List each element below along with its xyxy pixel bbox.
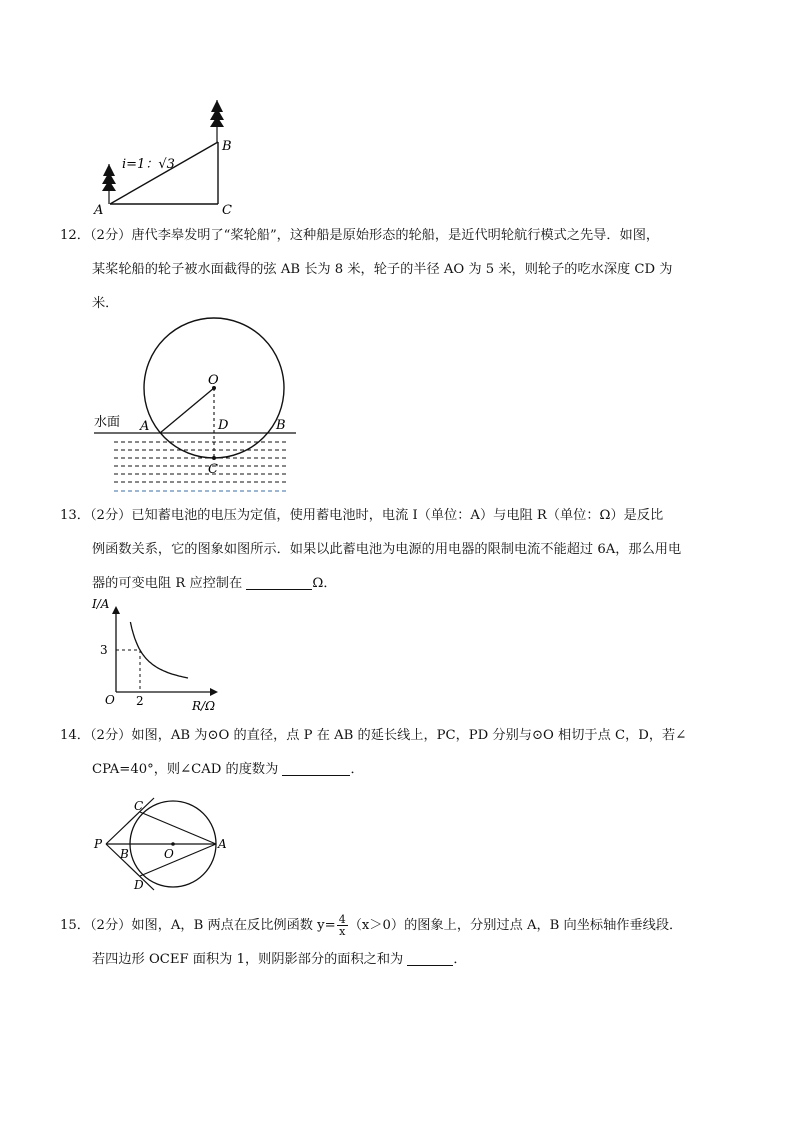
point-a-label: A [140,419,150,434]
question-13-number: 13． [60,508,90,523]
question-13-text-3: 器的可变电阻 R 应控制在 [92,576,247,591]
question-14-end: ． [350,762,364,777]
tree-icon-a [102,164,116,204]
y-axis-label: I/A [92,597,110,611]
origin-label: O [105,693,115,707]
point-b-label: B [120,847,129,861]
question-13-unit: Ω． [312,576,337,591]
point-p-label: P [94,837,103,851]
inverse-curve [130,622,188,678]
point-d-label: D [218,418,229,433]
answer-blank-15[interactable] [407,949,453,966]
center-o-label: O [208,373,219,388]
y-tick-label: 3 [100,643,108,657]
question-15-text-2: 若四边形 OCEF 面积为 1，则阴影部分的面积之和为 [92,952,408,967]
y-axis-arrow [112,606,120,614]
answer-blank-13[interactable] [246,573,312,590]
point-c-label: C [208,462,218,477]
slope-diagram [90,96,250,216]
question-15-end: ． [453,952,467,967]
current-resistance-chart [92,592,252,722]
question-12-text-1: 唐代李皋发明了“桨轮船”，这种船是原始形态的轮船，是近代明轮航行模式之先导．如图， [131,228,660,243]
question-15-line-1 [60,909,740,943]
water-label: 水面 [94,415,121,430]
question-14-text-2: CPA=40°，则∠CAD 的度数为 [92,762,283,777]
question-12-line-1 [60,219,740,253]
point-d-label: D [134,878,144,892]
point-c-label: C [134,799,144,813]
tangent-figure [90,796,250,900]
question-15-number: 15． [60,918,90,933]
x-axis-label: R/Ω [192,699,216,713]
fraction-denominator: x [339,925,346,938]
tangent-diagram [90,796,250,900]
question-12-number: 12． [60,228,90,243]
question-13-line-1 [60,499,740,533]
x-tick-label: 2 [136,694,144,708]
question-14-text-1: 如图，AB 为⊙O 的直径，点 P 在 AB 的延长线上，PC，PD 分别与⊙O 相切于点 C，D，若∠ [131,728,687,743]
point-c-label: C [222,203,232,218]
question-14-line-2 [60,753,740,787]
question-15-line-2 [60,943,740,977]
point-b-label: B [222,139,232,154]
function-fraction [337,914,348,937]
point-a-label: A [94,203,104,218]
question-12-score: （2分） [89,228,132,243]
point-a-label: A [218,837,227,851]
question-14 [60,719,740,787]
fraction-numerator: 4 [338,913,346,926]
question-15-score: （2分） [89,918,132,933]
wheel-figure [90,318,310,498]
question-12-text-2: 某桨轮船的轮子被水面截得的弦 AB 长为 8 米，轮子的半径 AO 为 5 米，则轮子的吃水深度 CD 为 [92,262,673,277]
tree-icon-b [210,100,224,142]
x-axis-arrow [210,688,218,696]
question-12 [60,219,740,321]
question-13-score: （2分） [89,508,132,523]
question-12-text-3: 米． [92,296,119,311]
answer-blank-14[interactable] [282,759,350,776]
center-o-label: O [164,847,174,861]
question-13-text-1: 已知蓄电池的电压为定值，使用蓄电池时，电流 I（单位：A）与电阻 R（单位：Ω）是反比 [131,508,664,523]
question-15-text-1b: （x＞0）的图象上，分别过点 A，B 向坐标轴作垂线段． [348,918,683,933]
question-15 [60,909,740,977]
question-13 [60,499,740,601]
question-14-score: （2分） [89,728,132,743]
wheel-diagram [90,318,310,498]
slope-figure [90,96,250,216]
question-15-text-1: 如图，A，B 两点在反比例函数 y= [131,918,336,933]
slope-ratio-label: i=1：√3 [122,157,175,172]
ir-chart-svg [92,592,252,722]
question-14-number: 14． [60,728,90,743]
question-14-line-1 [60,719,740,753]
question-13-text-2: 例函数关系，它的图象如图所示．如果以此蓄电池为电源的用电器的限制电流不能超过 6A，那么用电 [92,542,682,557]
point-b-label: B [276,418,286,433]
